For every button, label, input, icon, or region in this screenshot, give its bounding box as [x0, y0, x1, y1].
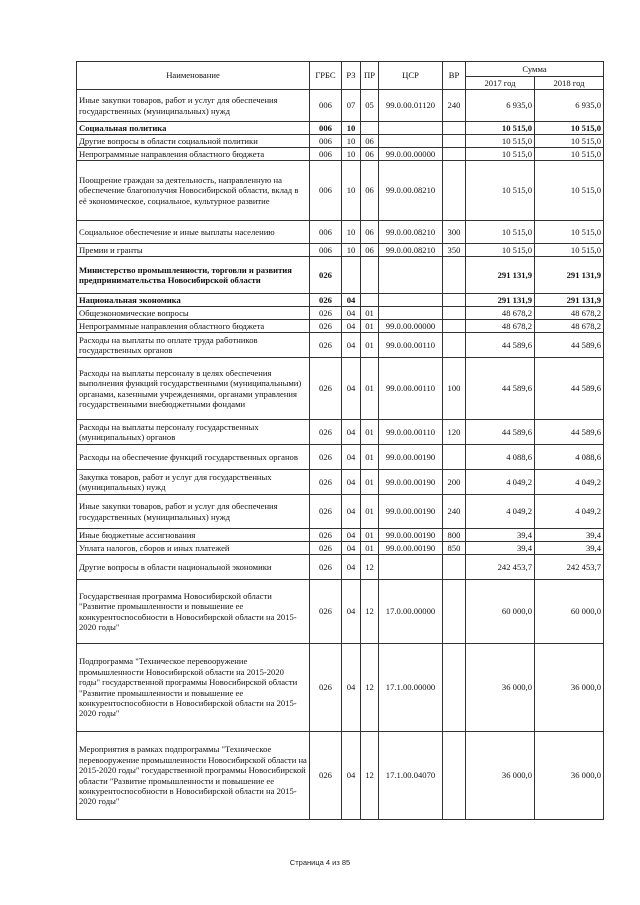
cell-y2017: 44 589,6	[466, 333, 535, 358]
cell-csr: 99.0.00.00190	[379, 495, 443, 529]
cell-pr: 12	[361, 580, 379, 644]
cell-y2017: 10 515,0	[466, 135, 535, 148]
cell-name: Расходы на выплаты по оплате труда работников государственных органов	[77, 333, 310, 358]
table-row	[77, 542, 604, 555]
cell-y2018: 6 935,0	[535, 90, 604, 122]
cell-vr	[443, 555, 466, 580]
cell-y2018: 10 515,0	[535, 221, 604, 244]
cell-name: Иные бюджетные ассигнования	[77, 529, 310, 542]
cell-rz: 04	[342, 420, 361, 445]
cell-grbs: 006	[310, 148, 342, 161]
cell-csr: 17.1.00.04070	[379, 732, 443, 820]
cell-grbs: 026	[310, 732, 342, 820]
cell-y2018: 44 589,6	[535, 333, 604, 358]
cell-y2017: 36 000,0	[466, 644, 535, 732]
cell-csr: 99.0.00.08210	[379, 161, 443, 221]
cell-pr: 01	[361, 333, 379, 358]
table-row	[77, 732, 604, 820]
cell-y2018: 10 515,0	[535, 135, 604, 148]
cell-vr	[443, 644, 466, 732]
table-row	[77, 495, 604, 529]
header-year-2018: 2018 год	[535, 77, 604, 90]
cell-grbs: 006	[310, 122, 342, 135]
cell-csr: 99.0.00.00190	[379, 542, 443, 555]
cell-rz: 04	[342, 732, 361, 820]
cell-vr: 100	[443, 358, 466, 420]
cell-vr	[443, 294, 466, 307]
header-name: Наименование	[77, 62, 310, 90]
header-year-2017: 2017 год	[466, 77, 535, 90]
cell-grbs: 026	[310, 529, 342, 542]
cell-name: Премии и гранты	[77, 244, 310, 257]
cell-csr: 99.0.00.00000	[379, 320, 443, 333]
cell-vr	[443, 161, 466, 221]
cell-grbs: 026	[310, 358, 342, 420]
cell-grbs: 026	[310, 495, 342, 529]
table-row	[77, 580, 604, 644]
cell-rz: 04	[342, 644, 361, 732]
cell-name: Мероприятия в рамках подпрограммы "Техническое перевооружение промышленности Новосибирской области на 2015-2020 годы" государственной программы Новосибирской области "Развитие промышленности и повышение ее конкурентоспособности в Новосибирской области на 2015-2020 годы"	[77, 732, 310, 820]
cell-pr	[361, 122, 379, 135]
cell-csr	[379, 307, 443, 320]
cell-csr: 99.0.00.00190	[379, 470, 443, 495]
table-row	[77, 333, 604, 358]
cell-y2018: 48 678,2	[535, 320, 604, 333]
header-rz: РЗ	[342, 62, 361, 90]
cell-name: Иные закупки товаров, работ и услуг для обеспечения государственных (муниципальных) нужд	[77, 90, 310, 122]
cell-csr	[379, 135, 443, 148]
cell-csr	[379, 555, 443, 580]
cell-y2017: 48 678,2	[466, 307, 535, 320]
cell-y2018: 10 515,0	[535, 244, 604, 257]
cell-rz: 10	[342, 161, 361, 221]
table-row	[77, 644, 604, 732]
table-row	[77, 257, 604, 294]
header-csr: ЦСР	[379, 62, 443, 90]
cell-name: Общеэкономические вопросы	[77, 307, 310, 320]
cell-pr: 12	[361, 732, 379, 820]
cell-grbs: 026	[310, 257, 342, 294]
cell-vr	[443, 445, 466, 470]
cell-y2018: 60 000,0	[535, 580, 604, 644]
table-row	[77, 221, 604, 244]
cell-csr: 99.0.00.00110	[379, 358, 443, 420]
budget-rows	[77, 90, 604, 820]
cell-rz: 04	[342, 542, 361, 555]
cell-pr: 01	[361, 358, 379, 420]
cell-name: Министерство промышленности, торговли и развития предпринимательства Новосибирской области	[77, 257, 310, 294]
cell-rz: 07	[342, 90, 361, 122]
table-row	[77, 320, 604, 333]
cell-vr	[443, 135, 466, 148]
cell-vr: 200	[443, 470, 466, 495]
cell-pr: 01	[361, 529, 379, 542]
cell-rz: 04	[342, 320, 361, 333]
cell-pr: 01	[361, 542, 379, 555]
cell-pr	[361, 294, 379, 307]
cell-y2018: 291 131,9	[535, 257, 604, 294]
header-pr: ПР	[361, 62, 379, 90]
cell-csr: 99.0.00.00110	[379, 420, 443, 445]
cell-y2017: 48 678,2	[466, 320, 535, 333]
cell-y2018: 48 678,2	[535, 307, 604, 320]
cell-y2017: 6 935,0	[466, 90, 535, 122]
cell-grbs: 006	[310, 221, 342, 244]
table-row	[77, 148, 604, 161]
budget-table	[76, 61, 604, 820]
cell-csr: 99.0.00.08210	[379, 244, 443, 257]
cell-rz: 10	[342, 221, 361, 244]
page-number: Страница 4 из 85	[289, 858, 351, 867]
cell-rz: 04	[342, 529, 361, 542]
cell-rz: 04	[342, 580, 361, 644]
cell-y2018: 36 000,0	[535, 732, 604, 820]
cell-pr	[361, 257, 379, 294]
cell-y2017: 4 088,6	[466, 445, 535, 470]
cell-y2018: 4 088,6	[535, 445, 604, 470]
cell-rz: 04	[342, 358, 361, 420]
cell-name: Государственная программа Новосибирской области "Развитие промышленности и повышение ее конкурентоспособности в Новосибирской области на 2015-2020 годы"	[77, 580, 310, 644]
cell-y2017: 10 515,0	[466, 122, 535, 135]
cell-grbs: 026	[310, 580, 342, 644]
cell-rz: 04	[342, 333, 361, 358]
cell-y2017: 44 589,6	[466, 358, 535, 420]
cell-y2017: 4 049,2	[466, 470, 535, 495]
cell-rz: 04	[342, 495, 361, 529]
cell-grbs: 026	[310, 320, 342, 333]
cell-csr: 17.1.00.00000	[379, 644, 443, 732]
cell-rz: 04	[342, 294, 361, 307]
table-row	[77, 555, 604, 580]
cell-grbs: 026	[310, 294, 342, 307]
cell-pr: 01	[361, 495, 379, 529]
cell-vr	[443, 148, 466, 161]
cell-y2017: 44 589,6	[466, 420, 535, 445]
table-row	[77, 420, 604, 445]
cell-name: Другие вопросы в области национальной экономики	[77, 555, 310, 580]
table-row	[77, 529, 604, 542]
cell-grbs: 006	[310, 161, 342, 221]
cell-y2018: 10 515,0	[535, 148, 604, 161]
cell-csr	[379, 122, 443, 135]
cell-y2017: 10 515,0	[466, 148, 535, 161]
cell-grbs: 026	[310, 470, 342, 495]
cell-vr: 120	[443, 420, 466, 445]
table-row	[77, 244, 604, 257]
table-row	[77, 122, 604, 135]
cell-vr	[443, 732, 466, 820]
cell-rz	[342, 257, 361, 294]
cell-y2018: 10 515,0	[535, 161, 604, 221]
cell-y2017: 4 049,2	[466, 495, 535, 529]
cell-grbs: 006	[310, 244, 342, 257]
cell-csr: 99.0.00.01120	[379, 90, 443, 122]
cell-vr: 850	[443, 542, 466, 555]
cell-grbs: 006	[310, 135, 342, 148]
cell-rz: 04	[342, 470, 361, 495]
cell-y2017: 291 131,9	[466, 294, 535, 307]
cell-vr: 800	[443, 529, 466, 542]
table-row	[77, 307, 604, 320]
cell-name: Иные закупки товаров, работ и услуг для обеспечения государственных (муниципальных) нужд	[77, 495, 310, 529]
cell-y2018: 39,4	[535, 542, 604, 555]
cell-name: Поощрение граждан за деятельность, направленную на обеспечение благополучия Новосибирской области, вклад в её экономическое, социальное, культурное развитие	[77, 161, 310, 221]
cell-name: Расходы на выплаты персоналу государственных (муниципальных) органов	[77, 420, 310, 445]
cell-y2018: 39,4	[535, 529, 604, 542]
cell-y2018: 4 049,2	[535, 495, 604, 529]
cell-pr: 12	[361, 644, 379, 732]
cell-csr: 99.0.00.00190	[379, 445, 443, 470]
cell-grbs: 026	[310, 644, 342, 732]
cell-vr	[443, 320, 466, 333]
cell-name: Непрограммные направления областного бюджета	[77, 148, 310, 161]
cell-y2018: 242 453,7	[535, 555, 604, 580]
header-grbs: ГРБС	[310, 62, 342, 90]
cell-csr: 99.0.00.00110	[379, 333, 443, 358]
table-row	[77, 161, 604, 221]
cell-csr: 17.0.00.00000	[379, 580, 443, 644]
cell-pr: 06	[361, 244, 379, 257]
table-row	[77, 294, 604, 307]
table-row	[77, 470, 604, 495]
cell-pr: 01	[361, 420, 379, 445]
cell-rz: 04	[342, 555, 361, 580]
cell-grbs: 026	[310, 333, 342, 358]
cell-vr	[443, 307, 466, 320]
cell-y2017: 39,4	[466, 542, 535, 555]
header-vr: ВР	[443, 62, 466, 90]
cell-vr	[443, 257, 466, 294]
cell-y2018: 4 049,2	[535, 470, 604, 495]
cell-vr: 300	[443, 221, 466, 244]
cell-name: Социальное обеспечение и иные выплаты населению	[77, 221, 310, 244]
cell-pr: 06	[361, 135, 379, 148]
cell-rz: 10	[342, 122, 361, 135]
table-row	[77, 90, 604, 122]
cell-vr: 240	[443, 90, 466, 122]
cell-grbs: 026	[310, 420, 342, 445]
cell-name: Социальная политика	[77, 122, 310, 135]
cell-vr: 240	[443, 495, 466, 529]
cell-name: Непрограммные направления областного бюджета	[77, 320, 310, 333]
cell-rz: 04	[342, 307, 361, 320]
cell-csr: 99.0.00.00190	[379, 529, 443, 542]
cell-y2017: 10 515,0	[466, 221, 535, 244]
cell-rz: 04	[342, 445, 361, 470]
cell-y2018: 291 131,9	[535, 294, 604, 307]
cell-y2018: 36 000,0	[535, 644, 604, 732]
cell-y2017: 60 000,0	[466, 580, 535, 644]
cell-grbs: 026	[310, 542, 342, 555]
cell-name: Уплата налогов, сборов и иных платежей	[77, 542, 310, 555]
cell-name: Расходы на выплаты персоналу в целях обеспечения выполнения функций государственными (муниципальными) органами, казенными учреждениями, органами управления государственными внебюджетными фондами	[77, 358, 310, 420]
cell-pr: 01	[361, 445, 379, 470]
table-row	[77, 358, 604, 420]
cell-csr	[379, 257, 443, 294]
cell-name: Национальная экономика	[77, 294, 310, 307]
cell-pr: 01	[361, 470, 379, 495]
cell-pr: 06	[361, 221, 379, 244]
cell-pr: 05	[361, 90, 379, 122]
cell-grbs: 026	[310, 307, 342, 320]
cell-y2017: 291 131,9	[466, 257, 535, 294]
cell-y2017: 39,4	[466, 529, 535, 542]
header-sum: Сумма	[466, 62, 604, 77]
cell-pr: 01	[361, 320, 379, 333]
cell-name: Расходы на обеспечение функций государственных органов	[77, 445, 310, 470]
cell-name: Закупка товаров, работ и услуг для государственных (муниципальных) нужд	[77, 470, 310, 495]
table-row	[77, 445, 604, 470]
cell-vr	[443, 333, 466, 358]
cell-grbs: 006	[310, 90, 342, 122]
cell-name: Подпрограмма "Техническое перевооружение промышленности Новосибирской области на 2015-2020 годы" государственной программы Новосибирской области "Развитие промышленности и повышение ее конкурентоспособности в Новосибирской области на 2015-2020 годы"	[77, 644, 310, 732]
cell-csr	[379, 294, 443, 307]
table-row	[77, 135, 604, 148]
cell-pr: 06	[361, 148, 379, 161]
cell-y2017: 10 515,0	[466, 244, 535, 257]
cell-grbs: 026	[310, 445, 342, 470]
cell-rz: 10	[342, 135, 361, 148]
cell-y2018: 44 589,6	[535, 358, 604, 420]
cell-vr	[443, 122, 466, 135]
cell-rz: 10	[342, 244, 361, 257]
cell-csr: 99.0.00.08210	[379, 221, 443, 244]
cell-vr: 350	[443, 244, 466, 257]
cell-pr: 01	[361, 307, 379, 320]
cell-vr	[443, 580, 466, 644]
cell-y2017: 36 000,0	[466, 732, 535, 820]
cell-y2018: 10 515,0	[535, 122, 604, 135]
cell-csr: 99.0.00.00000	[379, 148, 443, 161]
cell-grbs: 026	[310, 555, 342, 580]
cell-pr: 06	[361, 161, 379, 221]
cell-y2018: 44 589,6	[535, 420, 604, 445]
cell-rz: 10	[342, 148, 361, 161]
cell-y2017: 242 453,7	[466, 555, 535, 580]
cell-name: Другие вопросы в области социальной политики	[77, 135, 310, 148]
cell-y2017: 10 515,0	[466, 161, 535, 221]
cell-pr: 12	[361, 555, 379, 580]
